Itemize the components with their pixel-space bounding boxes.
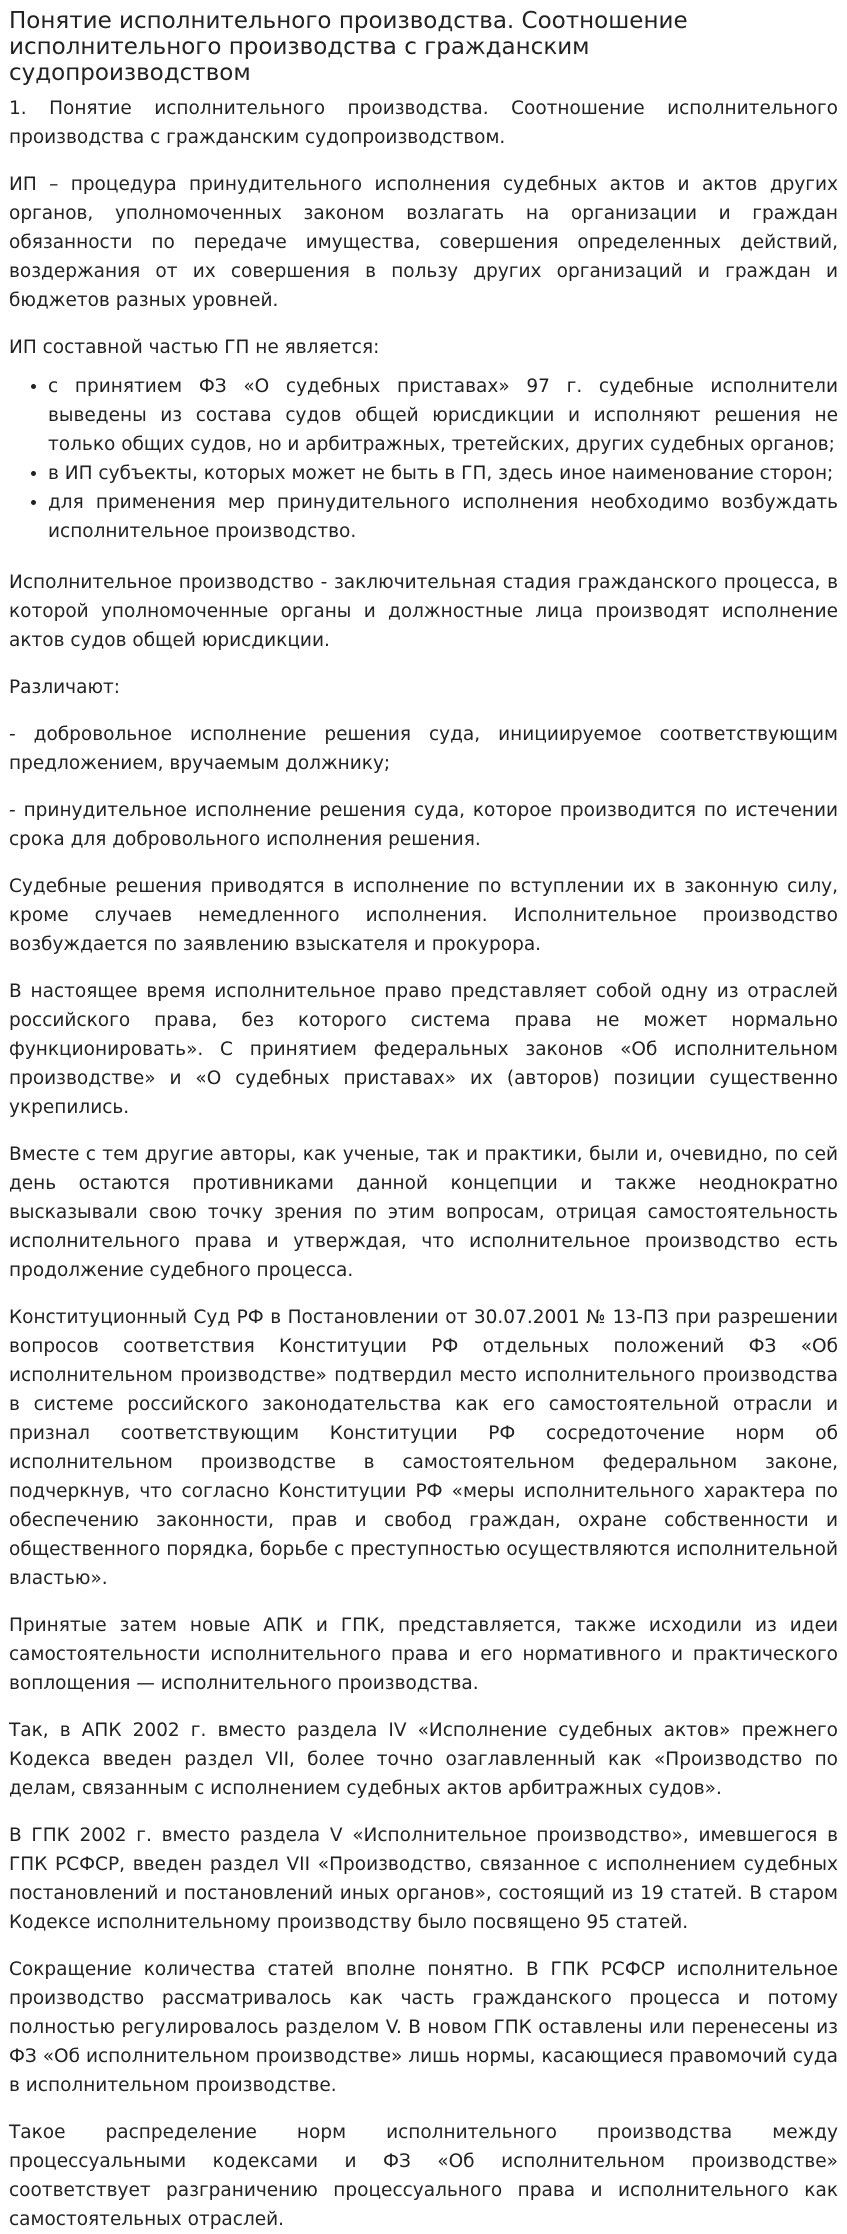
body-paragraph: Конституционный Суд РФ в Постановлении от 30.07.2001 № 13-ПЗ при разрешении вопросов соответствия Конституции РФ отдельных положений ФЗ «Об исполнительном производстве» подтвердил место исполнительного производства в системе российского законодательства как его самостоятельной отрасли и признал соответствующим Конституции РФ сосредоточение норм об исполнительном производстве в самостоятельном федеральном законе, подчеркнув, что согласно Конституции РФ «меры исполнительного характера по обеспечению законности, прав и свобод граждан, охране собственности и общественного порядка, борьбе с преступностью осуществляются исполнительной властью». <box>9 1307 838 1589</box>
body-paragraph: - принудительное исполнение решения суда, которое производится по истечении срока для добровольного исполнения решения. <box>9 800 838 850</box>
body-paragraph: Сокращение количества статей вполне понятно. В ГПК РСФСР исполнительное производство рассматривалось как часть гражданского процесса и потому полностью регулировалось разделом V. В новом ГПК оставлены или перенесены из ФЗ «Об исполнительном производстве» лишь нормы, касающиеся правомочий суда в исполнительном производстве. <box>9 1959 838 2096</box>
list-item: • в ИП субъекты, которых может не быть в ГП, здесь иное наименование сторон; <box>48 459 838 488</box>
body-paragraph: Различают: <box>9 677 121 698</box>
body-paragraph: Так, в АПК 2002 г. вместо раздела IV «Исполнение судебных актов» прежнего Кодекса введен раздел VII, более точно озаглавленный как «Производство по делам, связанным с исполнением судебных актов арбитражных судов». <box>9 1720 838 1799</box>
body-paragraph: В ГПК 2002 г. вместо раздела V «Исполнительное производство», имевшегося в ГПК РСФСР, введен раздел VII «Производство, связанное с исполнением судебных постановлений и постановлений иных органов», состоящий из 19 статей. В старом Кодексе исполнительному производству было посвящено 95 статей. <box>9 1825 838 1933</box>
body-paragraph: Вместе с тем другие авторы, как ученые, так и практики, были и, очевидно, по сей день остаются противниками данной концепции и также неоднократно высказывали свою точку зрения по этим вопросам, отрицая самостоятельность исполнительного права и утверждая, что исполнительное производство есть продолжение судебного процесса. <box>9 1144 838 1281</box>
body-paragraph: Исполнительное производство - заключительная стадия гражданского процесса, в которой уполномоченные органы и должностные лица производят исполнение актов судов общей юрисдикции. <box>9 572 838 651</box>
list-item: • для применения мер принудительного исполнения необходимо возбуждать исполнительное производство. <box>48 488 838 546</box>
list-lead-paragraph: ИП составной частью ГП не является: <box>9 337 380 358</box>
body-paragraph: Такое распределение норм исполнительного производства между процессуальными кодексами и ФЗ «Об исполнительном производстве» соответствует разграничению процессуального права и исполнительного как самостоятельных отраслей. <box>9 2122 838 2230</box>
definition-paragraph: ИП – процедура принудительного исполнения судебных актов и актов других органов, уполномоченных законом возлагать на организации и граждан обязанности по передаче имущества, совершения определенных действий, воздержания от их совершения в пользу других организаций и граждан и бюджетов разных уровней. <box>9 174 838 311</box>
page-title: Понятие исполнительного производства. Соотношение исполнительного производства с гражданским судопроизводством <box>9 8 688 86</box>
body-paragraph: Судебные решения приводятся в исполнение по вступлении их в законную силу, кроме случаев немедленного исполнения. Исполнительное производство возбуждается по заявлению взыскателя и прокурора. <box>9 876 838 955</box>
body-paragraph: В настоящее время исполнительное право представляет собой одну из отраслей российского права, без которого система права не может нормально функционировать». С принятием федеральных законов «Об исполнительном производстве» и «О судебных приставах» их (авторов) позиции существенно укрепились. <box>9 981 838 1118</box>
body-paragraph: Принятые затем новые АПК и ГПК, представляется, также исходили из идеи самостоятельности исполнительного права и его нормативного и практического воплощения — исполнительного производства. <box>9 1615 838 1694</box>
intro-paragraph: 1. Понятие исполнительного производства. Соотношение исполнительного производства с гражданским судопроизводством. <box>9 98 838 148</box>
bullet-list <box>9 372 838 546</box>
list-item: • с принятием ФЗ «О судебных приставах» 97 г. судебные исполнители выведены из состава судов общей юрисдикции и исполняют решения не только общих судов, но и арбитражных, третейских, других судебных органов; <box>48 372 838 459</box>
body-paragraph: - добровольное исполнение решения суда, инициируемое соответствующим предложением, вручаемым должнику; <box>9 724 838 774</box>
